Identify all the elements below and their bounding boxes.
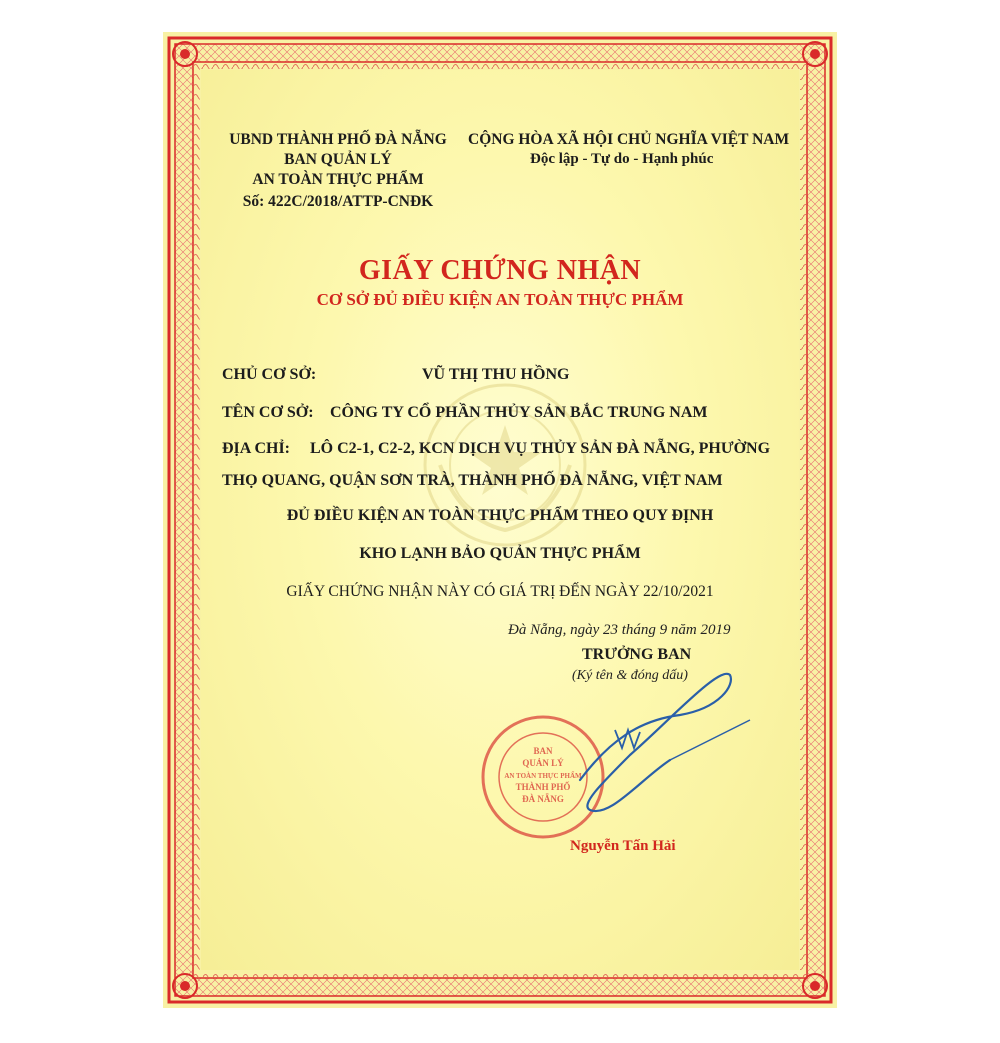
facility-name-label: TÊN CƠ SỞ: bbox=[222, 404, 314, 421]
facility-name-value: CÔNG TY CỔ PHẦN THỦY SẢN BẮC TRUNG NAM bbox=[330, 404, 708, 421]
owner-label: CHỦ CƠ SỞ: bbox=[222, 366, 317, 383]
certificate-title: GIẤY CHỨNG NHẬN bbox=[358, 255, 642, 286]
stamp-center-line-5: ĐÀ NẴNG bbox=[522, 794, 564, 804]
stamp-center-line-2: QUẢN LÝ bbox=[522, 758, 564, 768]
statement-line-2: KHO LẠNH BẢO QUẢN THỰC PHẨM bbox=[359, 545, 641, 562]
issuer-line-1: UBND THÀNH PHỐ ĐÀ NẴNG bbox=[229, 131, 447, 148]
signature-note: (Ký tên & đóng dấu) bbox=[572, 668, 688, 683]
signer-role: TRƯỞNG BAN bbox=[582, 646, 692, 663]
stamp-center-line-1: BAN bbox=[533, 746, 553, 756]
address-line-2: THỌ QUANG, QUẬN SƠN TRÀ, THÀNH PHỐ ĐÀ NẴNG, VIỆT NAM bbox=[222, 472, 723, 489]
stamp-center-line-4: THÀNH PHỐ bbox=[515, 782, 571, 792]
issuer-line-2: BAN QUẢN LÝ bbox=[284, 151, 392, 168]
nation-motto: Độc lập - Tự do - Hạnh phúc bbox=[530, 151, 714, 167]
statement-line-1: ĐỦ ĐIỀU KIỆN AN TOÀN THỰC PHẨM THEO QUY ĐỊNH bbox=[286, 507, 714, 524]
nation-title: CỘNG HÒA XÃ HỘI CHỦ NGHĨA VIỆT NAM bbox=[468, 131, 790, 148]
signer-name: Nguyễn Tấn Hải bbox=[570, 838, 676, 854]
address-line-1: LÔ C2-1, C2-2, KCN DỊCH VỤ THỦY SẢN ĐÀ NẴNG, PHƯỜNG bbox=[310, 440, 771, 457]
certificate-number: Số: 422C/2018/ATTP-CNĐK bbox=[242, 193, 434, 210]
handwritten-signature bbox=[520, 660, 770, 860]
certificate-subtitle: CƠ SỞ ĐỦ ĐIỀU KIỆN AN TOÀN THỰC PHẨM bbox=[316, 290, 684, 309]
stamp-center-line-3: AN TOÀN THỰC PHẨM bbox=[504, 772, 582, 780]
validity-statement: GIẤY CHỨNG NHẬN NÀY CÓ GIÁ TRỊ ĐẾN NGÀY 22/10/2021 bbox=[286, 583, 714, 600]
place-and-date: Đà Nẵng, ngày 23 tháng 9 năm 2019 bbox=[508, 622, 731, 638]
owner-value: VŨ THỊ THU HỒNG bbox=[422, 366, 570, 383]
address-label: ĐỊA CHỈ: bbox=[222, 440, 291, 457]
issuer-line-3: AN TOÀN THỰC PHẨM bbox=[252, 171, 424, 188]
